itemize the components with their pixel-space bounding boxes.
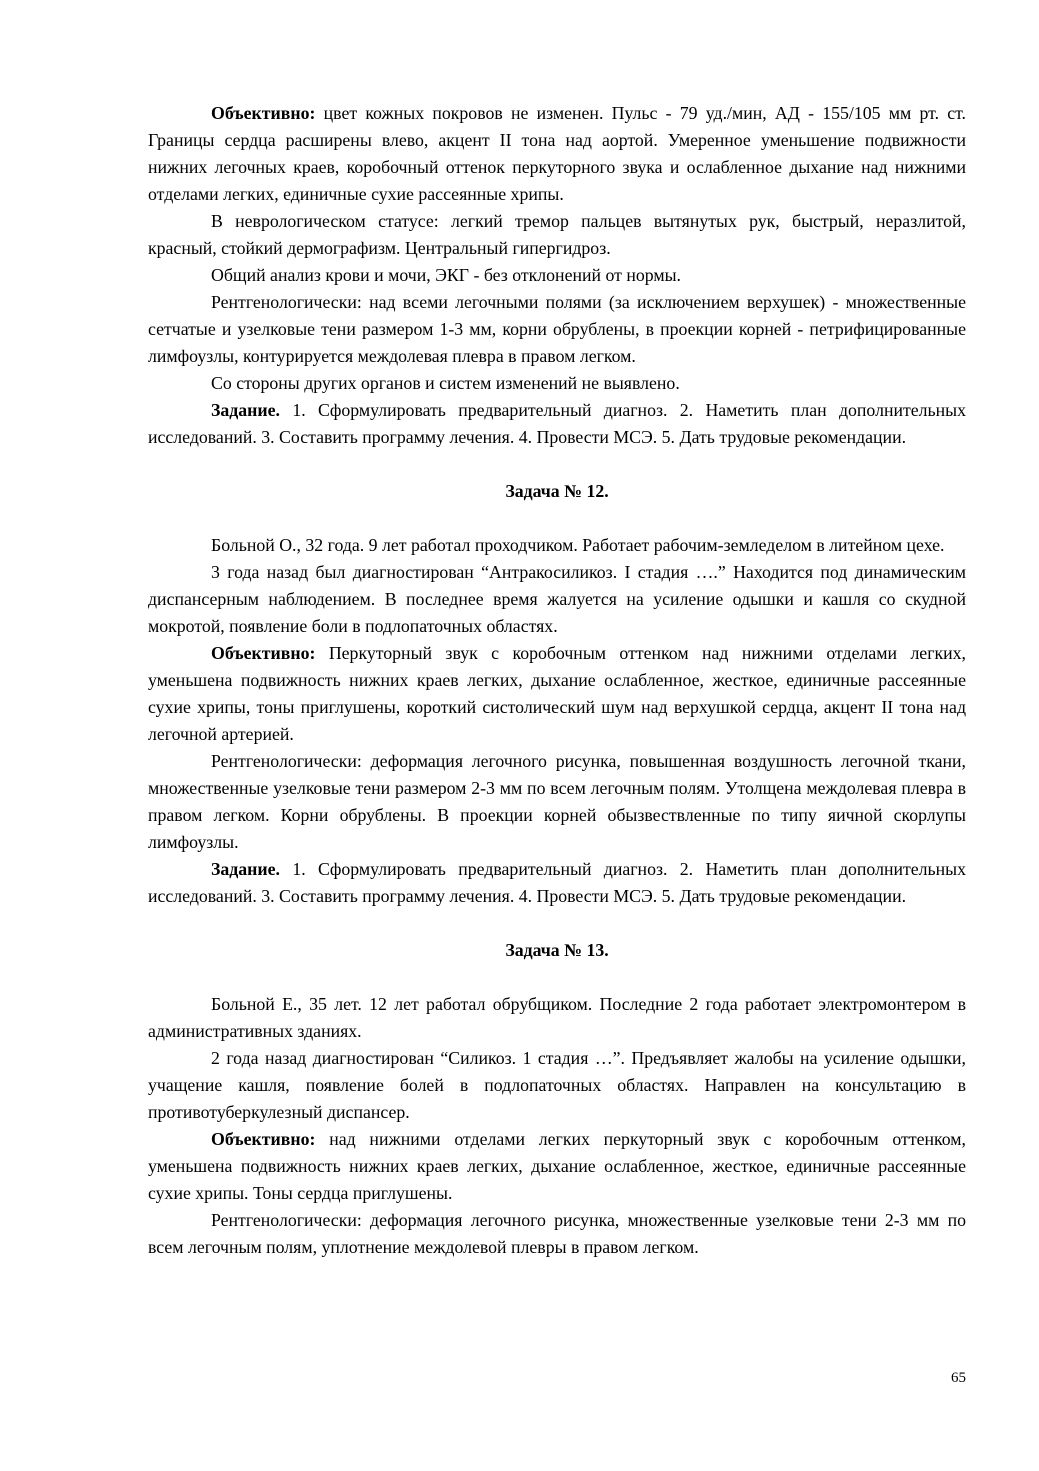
heading-task-13: Задача № 13. — [505, 940, 609, 960]
label-task: Задание. — [211, 400, 280, 420]
paragraph-lab-tests: Общий анализ крови и мочи, ЭКГ - без отклонений от нормы. — [211, 265, 681, 285]
heading-task-12: Задача № 12. — [505, 481, 609, 501]
paragraph-patient-info: Больной О., 32 года. 9 лет работал проходчиком. Работает рабочим-земледелом в литейном цехе. — [211, 535, 945, 555]
paragraph-objective — [148, 100, 966, 208]
label-task: Задание. — [211, 859, 280, 879]
paragraph-text: Перкуторный звук с коробочным оттенком над нижними отделами легких, уменьшена подвижность нижних краев легких, дыхание ослабленное, жесткое, единичные рассеянные сухие хрипы, тоны приглушены, короткий систолический шум над верхушкой сердца, акцент II тона над легочной артерией. — [148, 643, 966, 744]
document-page — [148, 100, 966, 1261]
label-objective: Объективно: — [211, 643, 316, 663]
paragraph-history: 3 года назад был диагностирован “Антракосиликоз. I стадия ….” Находится под динамическим диспансерным наблюдением. В последнее время жалуется на усиление одышки и кашля со скудной мокротой, появление боли в подлопаточных областях. — [148, 562, 966, 636]
paragraph-task — [148, 856, 966, 910]
paragraph-task — [148, 397, 966, 451]
paragraph-history: 2 года назад диагностирован “Силикоз. 1 стадия …”. Предъявляет жалобы на усиление одышки, учащение кашля, появление болей в подлопаточных областях. Направлен на консультацию в противотуберкулезный диспансер. — [148, 1048, 966, 1122]
paragraph-other-systems: Со стороны других органов и систем изменений не выявлено. — [211, 373, 680, 393]
paragraph-objective — [148, 1126, 966, 1207]
paragraph-neurological: В неврологическом статусе: легкий тремор пальцев вытянутых рук, быстрый, неразлитой, красный, стойкий дермографизм. Центральный гипергидроз. — [148, 211, 966, 258]
paragraph-text: 1. Сформулировать предварительный диагноз. 2. Наметить план дополнительных исследований. 3. Составить программу лечения. 4. Провести МСЭ. 5. Дать трудовые рекомендации. — [148, 859, 966, 906]
label-objective: Объективно: — [211, 103, 316, 123]
paragraph-text: цвет кожных покровов не изменен. Пульс - 79 уд./мин, АД - 155/105 мм рт. ст. Границы сердца расширены влево, акцент II тона над аортой. Умеренное уменьшение подвижности нижних легочных краев, коробочный оттенок перкуторного звука и ослабленное дыхание над нижними отделами легких, единичные сухие рассеянные хрипы. — [148, 103, 966, 204]
paragraph-patient-info: Больной Е., 35 лет. 12 лет работал обрубщиком. Последние 2 года работает электромонтером в административных зданиях. — [148, 994, 966, 1041]
paragraph-text: 1. Сформулировать предварительный диагноз. 2. Наметить план дополнительных исследований. 3. Составить программу лечения. 4. Провести МСЭ. 5. Дать трудовые рекомендации. — [148, 400, 966, 447]
label-objective: Объективно: — [211, 1129, 316, 1149]
paragraph-objective — [148, 640, 966, 748]
paragraph-xray: Рентгенологически: над всеми легочными полями (за исключением верхушек) - множественные сетчатые и узелковые тени размером 1-3 мм, корни обрублены, в проекции корней - петрифицированные лимфоузлы, контурируется междолевая плевра в правом легком. — [148, 292, 966, 366]
paragraph-text: над нижними отделами легких перкуторный звук с коробочным оттенком, уменьшена подвижность нижних краев легких, дыхание ослабленное, жесткое, единичные рассеянные сухие хрипы. Тоны сердца приглушены. — [148, 1129, 966, 1203]
paragraph-xray: Рентгенологически: деформация легочного рисунка, множественные узелковые тени 2-3 мм по всем легочным полям, уплотнение междолевой плевры в правом легком. — [148, 1210, 966, 1257]
paragraph-xray: Рентгенологически: деформация легочного рисунка, повышенная воздушность легочной ткани, множественные узелковые тени размером 2-3 мм по всем легочным полям. Утолщена междолевая плевра в правом легком. Корни обрублены. В проекции корней обызвествленные по типу яичной скорлупы лимфоузлы. — [148, 751, 966, 852]
page-number: 65 — [951, 1370, 966, 1386]
